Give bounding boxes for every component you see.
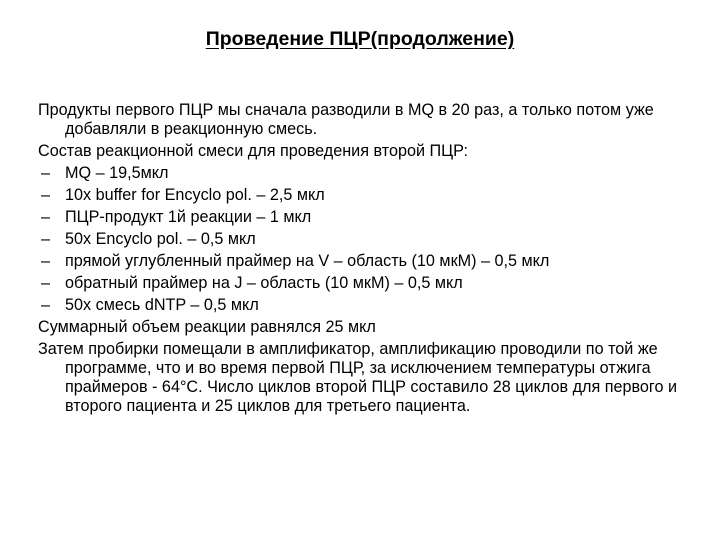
list-item [38,252,702,271]
list-item-text: 50х смесь dNTP – 0,5 мкл [65,296,259,314]
list-item [38,230,702,249]
slide-title: Проведение ПЦР(продолжение) [205,28,515,50]
list-item-text: MQ – 19,5мкл [65,164,169,182]
bullet-dash: – [41,186,51,204]
list-item-text: 10х buffer for Encyclo pol. – 2,5 мкл [65,186,325,204]
list-item [38,208,702,227]
list-item [38,186,702,205]
bullet-dash: – [41,208,51,226]
list-item-text: прямой углубленный праймер на V – область (10 мкМ) – 0,5 мкл [65,252,550,270]
list-item-text: обратный праймер на J – область (10 мкМ) – 0,5 мкл [65,274,463,292]
bullet-dash: – [41,164,51,182]
list-item [38,164,702,183]
composition-heading: Состав реакционной смеси для проведения второй ПЦР: [38,142,469,160]
bullet-dash: – [41,252,51,270]
list-item [38,296,702,315]
slide-body [38,101,702,419]
total-volume-paragraph: Суммарный объем реакции равнялся 25 мкл [38,318,376,336]
conclusion-paragraph: Затем пробирки помещали в амплификатор, амплификацию проводили по той же программе, что и во время первой ПЦР, за исключением температуры отжига праймеров - 64°С. Число циклов второй ПЦР составило 28 циклов для первого и второго пациента и 25 циклов для третьего пациента. [38,340,678,415]
list-item-text: 50х Encyclo pol. – 0,5 мкл [65,230,256,248]
list-item [38,274,702,293]
bullet-dash: – [41,296,51,314]
intro-paragraph: Продукты первого ПЦР мы сначала разводили в MQ в 20 раз, а только потом уже добавляли в реакционную смесь. [38,101,654,138]
bullet-dash: – [41,230,51,248]
list-item-text: ПЦР-продукт 1й реакции – 1 мкл [65,208,312,226]
bullet-dash: – [41,274,51,292]
